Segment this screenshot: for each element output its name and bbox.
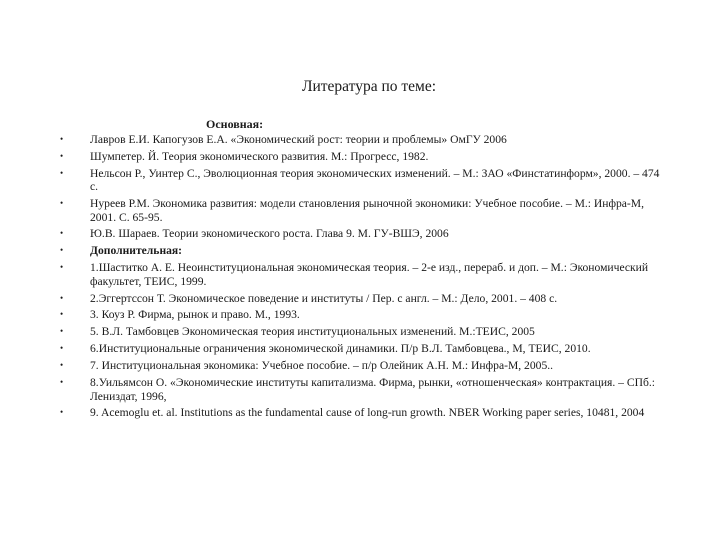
list-item	[0, 261, 720, 288]
bullet-icon: •	[60, 377, 64, 388]
section-heading-main: Основная:	[206, 117, 264, 131]
list-item-text: Лавров Е.И. Капогузов Е.А. «Экономический рост: теории и проблемы» ОмГУ 2006	[90, 133, 507, 146]
list-item-text: 6.Институциональные ограничения экономической динамики. П/р В.Л. Тамбовцева., М, ТЕИС, 2010.	[90, 342, 591, 356]
section-heading-additional	[0, 244, 720, 257]
list-item	[0, 342, 720, 355]
list-item	[0, 133, 720, 146]
bullet-icon: •	[60, 343, 64, 354]
list-item-text: 7. Институциональная экономика: Учебное пособие. – п/р Олейник А.Н. М.: Инфра-М, 2005..	[90, 359, 554, 373]
list-item-text: Дополнительная:	[90, 244, 183, 258]
list-item-text: Нуреев Р.М. Экономика развития: модели становления рыночной экономики: Учебное пособие. – М.: Инфра-М, 2001. С. 65-95.	[90, 197, 644, 224]
bullet-icon: •	[60, 309, 64, 320]
list-item-text: Шумпетер. Й. Теория экономического развития. М.: Прогресс, 1982.	[90, 149, 429, 163]
bullet-icon: •	[60, 134, 64, 144]
bullet-icon: •	[60, 228, 64, 239]
list-item	[0, 227, 720, 240]
list-item-text: 3. Коуз Р. Фирма, рынок и право. М., 1993.	[90, 308, 300, 322]
list-item	[0, 197, 720, 224]
list-item-text: 1.Шаститко А. Е. Неоинституциональная экономическая теория. – 2-е изд., перераб. и доп. – М.: Экономический факультет, ТЕИС, 1999.	[90, 261, 649, 288]
list-item	[0, 292, 720, 305]
list-item-text: 9. Acemoglu et. al. Institutions as the fundamental cause of long-run growth. NBER Working paper series, 10481, 2004	[90, 406, 645, 420]
bibliography-list	[0, 133, 720, 423]
list-item	[0, 325, 720, 338]
list-item	[0, 150, 720, 163]
bullet-icon: •	[60, 198, 64, 209]
bullet-icon: •	[60, 326, 64, 337]
bullet-icon: •	[60, 292, 64, 303]
bullet-icon: •	[60, 262, 64, 273]
bullet-icon: •	[60, 150, 64, 161]
list-item-text: Нельсон Р., Уинтер С., Эволюционная теория экономических изменений. – М.: ЗАО «Финстатинформ», 2000. – 474 с.	[90, 166, 660, 194]
page-title: Литература по теме:	[301, 78, 437, 95]
bullet-icon: •	[60, 360, 64, 371]
list-item	[0, 406, 720, 419]
bullet-icon: •	[60, 167, 64, 178]
list-item-text: 8.Уильямсон О. «Экономические институты капитализма. Фирма, рынки, «отношенческая» контрактация. – СПб.: Лениздат, 1996,	[90, 376, 655, 403]
list-item-text: 2.Эггертссон Т. Экономическое поведение и институты / Пер. с англ. – М.: Дело, 2001. – 408 с.	[90, 291, 558, 305]
list-item-text: Ю.В. Шараев. Теории экономического роста. Глава 9. М. ГУ-ВШЭ, 2006	[90, 227, 449, 241]
list-item-text: 5. В.Л. Тамбовцев Экономическая теория институциональных изменений. М.:ТЕИС, 2005	[90, 325, 535, 339]
list-item	[0, 308, 720, 321]
list-item	[0, 376, 720, 403]
list-item	[0, 359, 720, 372]
list-item	[0, 167, 720, 194]
bullet-icon: •	[60, 245, 64, 256]
bullet-icon: •	[60, 407, 64, 418]
